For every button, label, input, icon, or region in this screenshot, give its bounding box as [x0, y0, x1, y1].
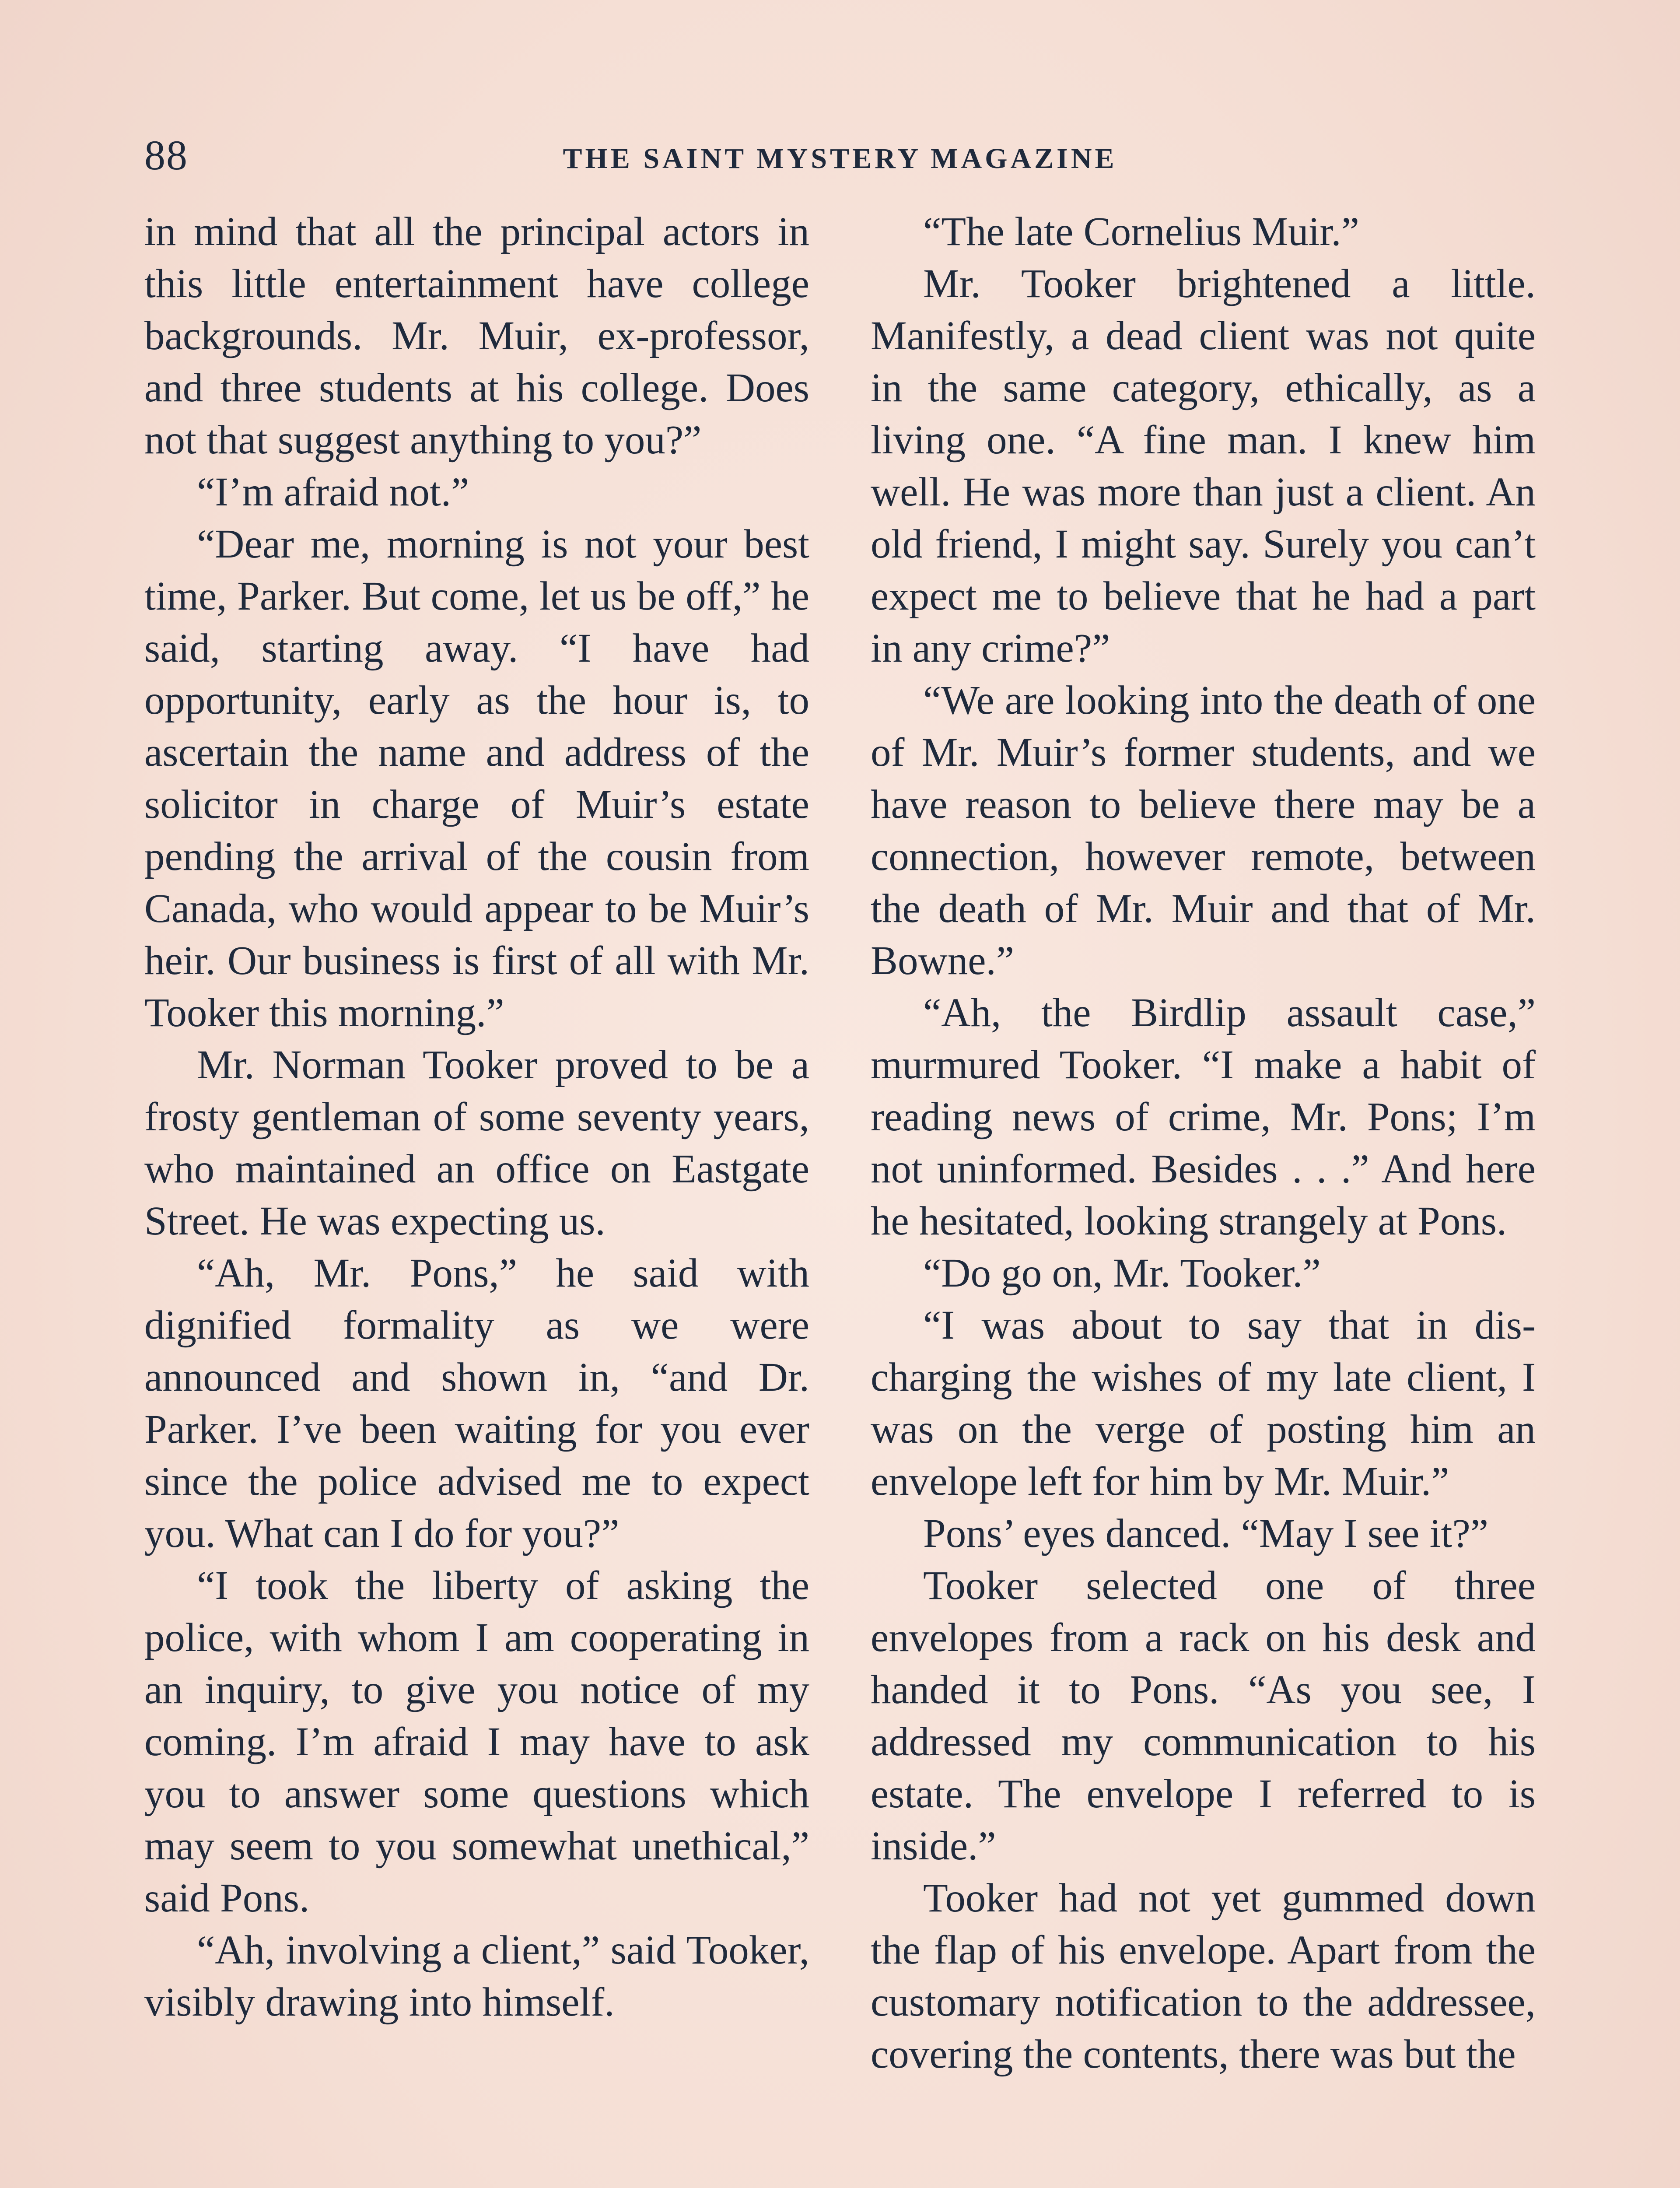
text-columns	[144, 206, 1536, 2188]
paragraph: Pons’ eyes danced. “May I see it?”	[923, 1511, 1489, 1556]
left-column	[144, 206, 809, 2028]
paragraph: Mr. Tooker brightened a little. Manifestly, a dead client was not quite in the same category, ethically, as a living one. “A fine man. I knew him well. He was more than just a client. An old friend, I might say. Surely you can’t expect me to believe that he had a part in any crime?”	[871, 261, 1536, 671]
paragraph: “The late Cornelius Muir.”	[923, 209, 1359, 254]
paragraph: “Dear me, morning is not your best time, Parker. But come, let us be off,” he said, starting away. “I have had opportunity, early as the hour is, to ascertain the name and address of the solicitor in charge of Muir’s estate pending the arrival of the cousin from Canada, who would appear to be Muir’s heir. Our business is first of all with Mr. Tooker this morning.”	[144, 522, 809, 1035]
paragraph: “Ah, the Birdlip assault case,” murmured Tooker. “I make a habit of reading news of crime, Mr. Pons; I’m not uninformed. Besides . . .” And here he hesitated, looking strangely at Pons.	[871, 990, 1536, 1244]
right-column	[871, 206, 1536, 2080]
paragraph: “I’m afraid not.”	[197, 470, 469, 515]
page-number: 88	[144, 132, 188, 179]
running-title: THE SAINT MYSTERY MAGAZINE	[563, 143, 1117, 175]
paragraph: “We are looking into the death of one of Mr. Muir’s former students, and we have reason to believe there may be a connection, however remote, between the death of Mr. Muir and that of Mr. Bowne.”	[871, 678, 1536, 983]
page-header	[144, 131, 1536, 179]
paragraph: “Do go on, Mr. Tooker.”	[923, 1251, 1321, 1296]
paragraph: Tooker had not yet gummed down the flap of his envelope. Apart from the customary notification to the addressee, covering the contents, there was but the	[871, 1876, 1536, 2077]
paragraph: “Ah, Mr. Pons,” he said with dignified formality as we were announced and shown in, “and Dr. Parker. I’ve been waiting for you ever since the police advised me to expect you. What can I do for you?”	[144, 1251, 809, 1556]
paragraph: “I was about to say that in discharging the wishes of my late client, I was on the verge of posting him an envelope left for him by Mr. Muir.”	[871, 1303, 1536, 1504]
paragraph: Tooker selected one of three envelopes from a rack on his desk and handed it to Pons. “As you see, I addressed my communication to his estate. The envelope I referred to is inside.”	[871, 1563, 1536, 1869]
paragraph: “I took the liberty of asking the police, with whom I am cooperating in an inquiry, to give you notice of my coming. I’m afraid I may have to ask you to answer some questions which may seem to you somewhat unethical,” said Pons.	[144, 1563, 809, 1921]
paragraph: in mind that all the principal actors in this little entertainment have college backgrounds. Mr. Muir, ex-professor, and three students at his college. Does not that suggest anything to you?”	[144, 209, 809, 463]
paragraph: “Ah, involving a client,” said Tooker, visibly drawing into himself.	[144, 1928, 809, 2025]
paragraph: Mr. Norman Tooker proved to be a frosty gentleman of some seventy years, who maintained an office on Eastgate Street. He was expecting us.	[144, 1042, 809, 1244]
